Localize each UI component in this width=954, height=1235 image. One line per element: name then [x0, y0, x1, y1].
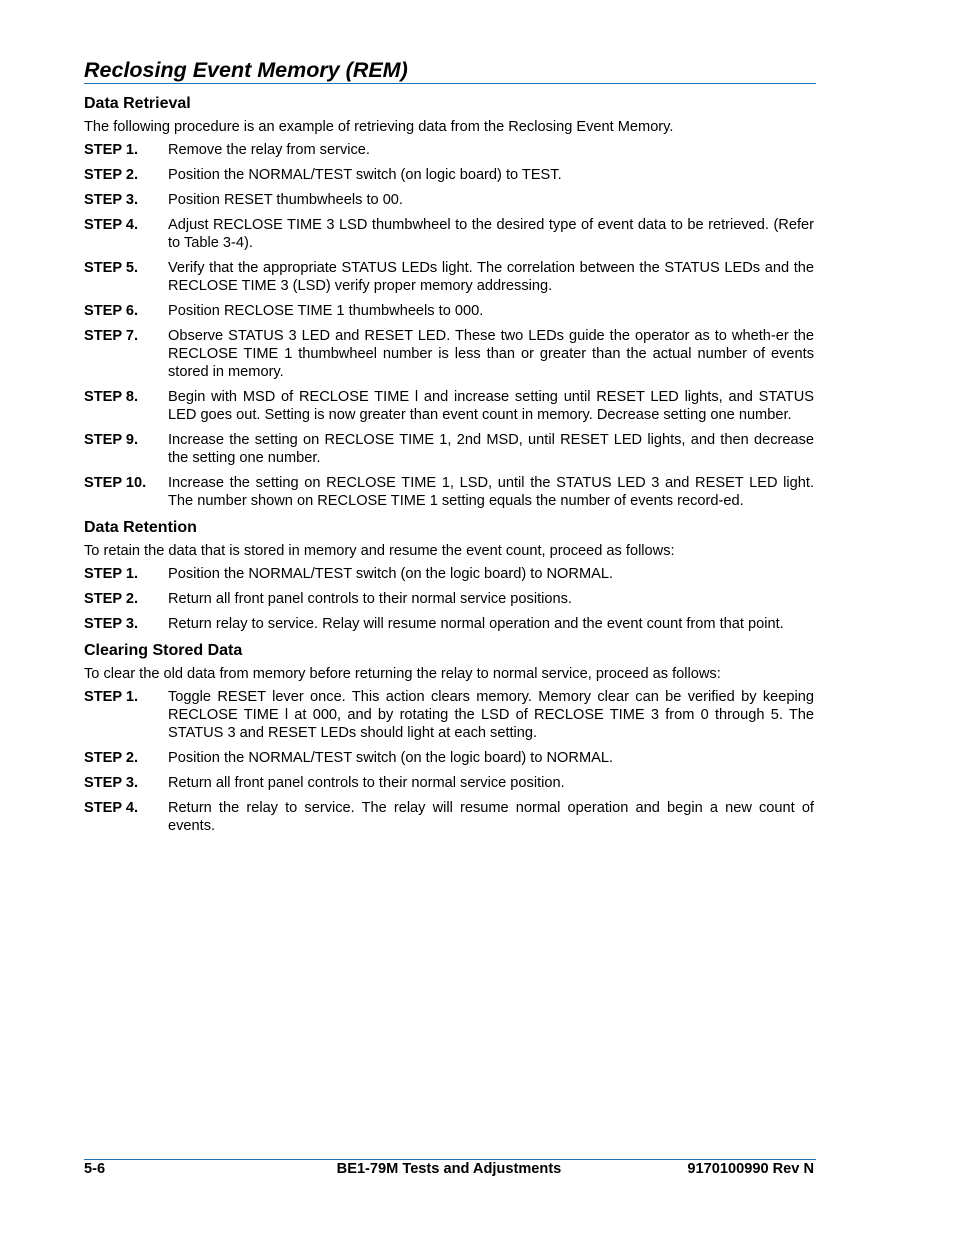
- step-item: [84, 191, 814, 209]
- section-heading: Data Retention: [84, 519, 197, 536]
- step-text: Begin with MSD of RECLOSE TIME l and increase setting until RESET LED lights, and STATUS LED goes out. Setting is now greater than event count in memory. Decrease setting one number.: [168, 389, 814, 423]
- section-heading: Clearing Stored Data: [84, 642, 243, 659]
- step-item: [84, 749, 814, 767]
- document-body: [84, 93, 814, 842]
- title-divider: [84, 83, 816, 84]
- step-text: Increase the setting on RECLOSE TIME 1, 2nd MSD, until RESET LED lights, and then decrease the setting one number.: [168, 432, 814, 466]
- step-label: STEP 7.: [84, 328, 139, 344]
- step-label: STEP 3.: [84, 192, 139, 208]
- section-intro: The following procedure is an example of retrieving data from the Reclosing Event Memory.: [84, 119, 674, 135]
- step-item: [84, 590, 814, 608]
- step-item: [84, 615, 814, 633]
- step-label: STEP 1.: [84, 566, 139, 582]
- step-label: STEP 9.: [84, 432, 139, 448]
- footer-document-title: BE1-79M Tests and Adjustments: [336, 1161, 562, 1177]
- step-text: Position the NORMAL/TEST switch (on the logic board) to NORMAL.: [168, 750, 614, 766]
- step-label: STEP 2.: [84, 750, 139, 766]
- step-label: STEP 5.: [84, 260, 139, 276]
- step-item: [84, 688, 814, 742]
- step-item: [84, 327, 814, 381]
- step-text: Increase the setting on RECLOSE TIME 1, LSD, until the STATUS LED 3 and RESET LED light. The number shown on RECLOSE TIME 1 setting equals the number of events record-ed.: [168, 475, 814, 509]
- step-text: Return all front panel controls to their normal service position.: [168, 775, 565, 791]
- step-item: [84, 302, 814, 320]
- step-text: Verify that the appropriate STATUS LEDs light. The correlation between the STATUS LEDs and the RECLOSE TIME 3 (LSD) verify proper memory addressing.: [168, 260, 814, 294]
- step-text: Position the NORMAL/TEST switch (on the logic board) to NORMAL.: [168, 566, 614, 582]
- step-item: [84, 141, 814, 159]
- step-text: Remove the relay from service.: [168, 142, 370, 158]
- section-intro: To retain the data that is stored in memory and resume the event count, proceed as follows:: [84, 543, 675, 559]
- step-item: [84, 259, 814, 295]
- step-label: STEP 1.: [84, 142, 139, 158]
- page-footer: [84, 1160, 814, 1178]
- step-text: Return the relay to service. The relay will resume normal operation and begin a new count of events.: [168, 800, 814, 834]
- page-title: Reclosing Event Memory (REM): [84, 58, 408, 82]
- step-label: STEP 8.: [84, 389, 139, 405]
- section-data-retrieval: [84, 93, 814, 510]
- footer-document-number: 9170100990 Rev N: [687, 1161, 814, 1177]
- step-text: Position RECLOSE TIME 1 thumbwheels to 000.: [168, 303, 484, 319]
- step-text: Position RESET thumbwheels to 00.: [168, 192, 403, 208]
- step-item: [84, 474, 814, 510]
- step-label: STEP 2.: [84, 167, 139, 183]
- step-item: [84, 774, 814, 792]
- step-label: STEP 1.: [84, 689, 139, 705]
- step-text: Position the NORMAL/TEST switch (on logic board) to TEST.: [168, 167, 562, 183]
- step-text: Observe STATUS 3 LED and RESET LED. These two LEDs guide the operator as to wheth-er the RECLOSE TIME 1 thumbwheel number is less than or greater than the actual number of events stored in memory.: [168, 328, 814, 380]
- step-label: STEP 3.: [84, 616, 139, 632]
- step-item: [84, 431, 814, 467]
- step-text: Adjust RECLOSE TIME 3 LSD thumbwheel to the desired type of event data to be retrieved. (Refer to Table 3-4).: [168, 217, 814, 251]
- step-text: Return relay to service. Relay will resume normal operation and the event count from that point.: [168, 616, 784, 632]
- step-item: [84, 565, 814, 583]
- step-label: STEP 4.: [84, 800, 139, 816]
- footer-page-number: 5-6: [84, 1161, 106, 1177]
- section-intro: To clear the old data from memory before returning the relay to normal service, proceed as follows:: [84, 666, 721, 682]
- step-label: STEP 10.: [84, 475, 147, 491]
- step-label: STEP 3.: [84, 775, 139, 791]
- step-item: [84, 166, 814, 184]
- step-label: STEP 2.: [84, 591, 139, 607]
- step-text: Toggle RESET lever once. This action clears memory. Memory clear can be verified by keeping RECLOSE TIME l at 000, and by rotating the LSD of RECLOSE TIME 3 from 0 through 5. The STATUS 3 and RESET LEDs should light at each setting.: [168, 689, 814, 741]
- step-item: [84, 388, 814, 424]
- section-data-retention: [84, 517, 814, 633]
- step-item: [84, 799, 814, 835]
- step-item: [84, 216, 814, 252]
- section-clearing-stored-data: [84, 640, 814, 835]
- step-label: STEP 4.: [84, 217, 139, 233]
- step-text: Return all front panel controls to their normal service positions.: [168, 591, 572, 607]
- step-label: STEP 6.: [84, 303, 139, 319]
- section-heading: Data Retrieval: [84, 95, 191, 112]
